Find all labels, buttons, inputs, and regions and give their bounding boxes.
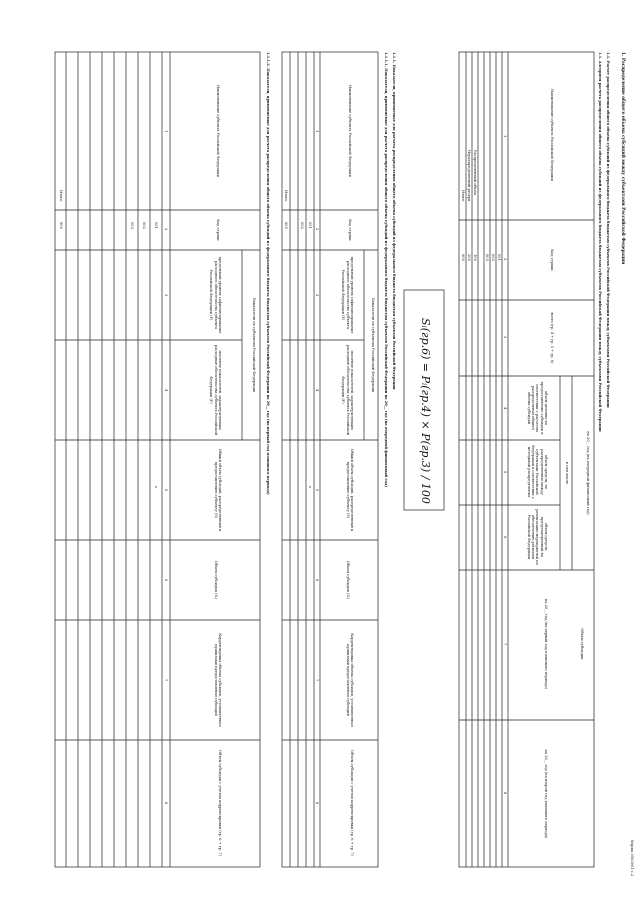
t1-num-6: 6 — [503, 536, 507, 539]
t1-num-7: 7 — [503, 643, 507, 646]
t1-row-code-1: 001 — [497, 254, 501, 261]
t1-num-4: 4 — [503, 407, 507, 410]
t2-num-3: 3 — [315, 294, 319, 297]
t1-num-3: 3 — [503, 336, 507, 339]
t3-num-2: 2 — [164, 228, 168, 231]
t3-num-1: 1 — [164, 130, 168, 133]
t2-col-e: Корректировка объема субсидии, установленная правилами предоставления субсидий — [345, 633, 354, 727]
t1-footer-2-code: 200 — [467, 254, 471, 261]
t2-col-f: Объем субсидии с учетом корректировки (гр. 6 + гр. 7) — [350, 750, 354, 856]
t2-num-4: 4 — [315, 389, 319, 392]
t3-num-4: 4 — [164, 389, 168, 392]
t1-col-name: Наименование субъекта Российской Федерации — [550, 89, 554, 181]
t2-col-code: Код строки — [348, 219, 352, 241]
t3-num-6: 6 — [164, 579, 168, 582]
t1-col-group: Объем субсидии — [580, 628, 584, 660]
t2-col-group: Показатели по субъектам Российской Федерации — [371, 297, 375, 393]
t3-num-3: 3 — [164, 294, 168, 297]
t3-col-a: предельный уровень софинансирования расходного обязательства субъекта Российской Федерации (P) — [209, 256, 222, 334]
t2-total-name: Итого — [284, 190, 288, 202]
t3-num-5: 5 — [164, 489, 168, 492]
t3-col-d: Объем субсидии (Sᵢ) — [214, 560, 218, 600]
t3-cross: x — [154, 486, 158, 489]
t1-col-next1: на 20__ год (на первый год планового периода) — [544, 598, 548, 689]
t2-num-5: 5 — [315, 489, 319, 492]
t2-col-a: предельный уровень софинансирования расходного обязательства субъекта Российской Федерации (P) — [341, 256, 354, 334]
t2-row-code-1: 001 — [308, 222, 312, 229]
t3-num-7: 7 — [164, 679, 168, 682]
t2-num-7: 7 — [315, 679, 319, 682]
t1-col-code: Код строки — [550, 249, 554, 271]
t3-num-8: 8 — [164, 802, 168, 805]
t1-col-b: объем средств, не распределенных между субъектами Российской Федерации в соответствии с методикой распределения — [526, 445, 548, 499]
t2-num-6: 6 — [315, 579, 319, 582]
t3-col-c: Общий объем субсидий, распределенный к предоставлению субъекту (S) — [213, 448, 222, 532]
t2-col-b: значение показателей, характеризующих расходные обязательства субъекта Российской Федерации (P) — [341, 344, 354, 436]
t1-num-2: 2 — [503, 258, 507, 261]
t2-cross: x — [308, 486, 312, 489]
t2-row-code-2: 002 — [300, 222, 304, 229]
t1-row-code-3: 003 — [485, 254, 489, 261]
t3-col-code: Код строки — [216, 219, 220, 241]
section2-heading: 1.1.1. Показатели, применяемые для расчета распределения общего объема субсидий из федерального бюджета бюджетам субъектов Российской Федерации — [392, 52, 396, 390]
t1-num-1: 1 — [503, 135, 507, 138]
section1-sub1: 1.1. Расчет распределения общего объема субсидий из федерального бюджета бюджетам субъектов Российской Федерации между субъектами Российской Федерации — [606, 52, 610, 408]
t3-col-b: значение показателей, характеризующих расходные обязательства субъекта Российской Федерации (P) — [209, 344, 222, 436]
t2-col-d: Объем субсидии (Sᵢ) — [346, 560, 350, 600]
t3-row-code-2: 002 — [142, 222, 146, 229]
t3-row-code-1: 001 — [154, 222, 158, 229]
formula: Sᵢ(гр.6) = Pᵢ(гр.4) × P(гр.3) / 100 — [419, 318, 432, 504]
t3-row-code-3: 003 — [130, 222, 134, 229]
t2-total-code: 900 — [284, 222, 288, 229]
section1-sub11: 1.1. Алгоритм расчета распределения общего объема субсидий из федерального бюджета бюджетам субъектов Российской Федерации между субъектами Российской Федерации — [598, 52, 602, 432]
t1-footer-1-code: 100 — [473, 254, 477, 261]
t1-col-incl: в том числе — [565, 461, 569, 485]
form-code: Форма 0503001 с.2 — [630, 840, 634, 877]
t3-col-group: Показатели по субъектам Российской Федерации — [252, 297, 256, 393]
t1-col-c: объем средств, предусмотренный на реализацию мероприятий по обеспечению регионов Российской Федерации — [526, 509, 548, 565]
t3-total-code: 900 — [59, 222, 63, 229]
t1-col-next2: на 20__ год (на второй год планового периода) — [544, 749, 548, 839]
section3-heading: 1.1.1.2. Показатели, применяемые для расчета распределения общего объема субсидий из федерального бюджета бюджетам субъектов Российской Федерации на 20__ год (на первый год планового периода) — [266, 52, 270, 495]
t1-num-5: 5 — [503, 471, 507, 474]
t2-num-2: 2 — [315, 228, 319, 231]
t1-col-a: объем целевых на предоставление субсидии в соответствии с расчетом распределения общего объема субсидий — [526, 381, 548, 435]
section2-sub: 1.1.1.1. Показатели, применяемые для расчета распределения общего объема субсидий из федерального бюджета бюджетам субъектов Российской Федерации на 20__ год (на очередной финансовый год) — [384, 52, 388, 488]
t3-col-f: Объем субсидии с учетом корректировки (гр. 6 + гр. 7) — [218, 750, 222, 856]
t3-total-name: Итого — [59, 190, 63, 202]
t3-col-e: Корректировка объема субсидии, установленная правилами предоставления субсидий — [213, 633, 222, 727]
t1-col-total: всего (гр. 4 + гр. 5 + гр. 6) — [550, 312, 554, 364]
t1-footer-1-name: Распределенный объем — [473, 150, 477, 195]
t1-footer-3-code: 900 — [461, 254, 465, 261]
t1-col-year: на 20__ год (на очередной финансовый год) — [586, 431, 590, 515]
t2-col-c: Общий объем субсидий, распределенный к предоставлению субъекту (S) — [345, 448, 354, 532]
t1-row-code-2: 002 — [491, 254, 495, 261]
t3-col-name: Наименование субъекта Российской Федерации — [216, 85, 220, 177]
section1-heading: 1. Распределение общего объема субсидий между субъектами Российской Федерации — [621, 52, 626, 265]
t1-footer-3-name: Итого — [461, 190, 465, 202]
t1-num-8: 8 — [503, 792, 507, 795]
t2-num-1: 1 — [315, 130, 319, 133]
t1-footer-2-name: Нераспределенный резерв — [467, 150, 471, 202]
t2-num-8: 8 — [315, 802, 319, 805]
t2-col-name: Наименование субъекта Российской Федерации — [348, 85, 352, 177]
